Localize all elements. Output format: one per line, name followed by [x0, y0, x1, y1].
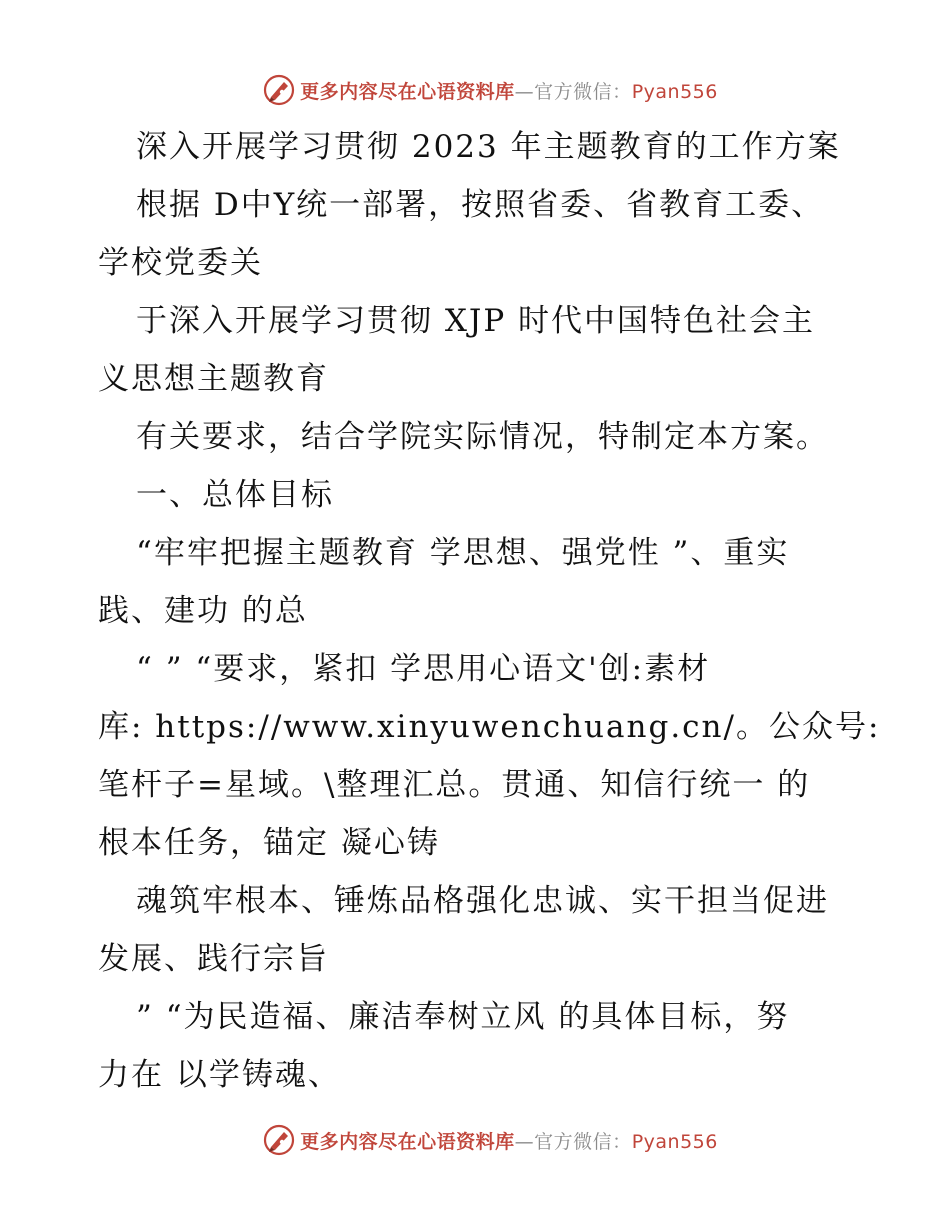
paragraph-line: 发展、践行宗旨: [98, 941, 329, 977]
banner-title: 更多内容尽在心语资料库: [300, 80, 515, 103]
paragraph-line: 学校党委关: [98, 245, 263, 281]
paragraph-line: “ ” “要求，紧扣 学思用心语文'创:素材: [136, 651, 711, 687]
header-watermark-banner: [0, 70, 950, 110]
banner-dash: —: [514, 1130, 535, 1153]
banner-dash: —: [514, 80, 535, 103]
banner-account: Pyan556: [631, 80, 718, 103]
document-title: 深入开展学习贯彻 2023 年主题教育的工作方案: [136, 129, 841, 165]
paragraph-line: ” “为民造福、廉洁奉树立风 的具体目标，努: [136, 999, 790, 1035]
paragraph-line: 于深入开展学习贯彻 XJP 时代中国特色社会主: [136, 303, 816, 339]
paragraph-line: 魂筑牢根本、锤炼品格强化忠诚、实干担当促进: [136, 883, 829, 919]
banner-wechat-label: 官方微信：: [534, 1130, 632, 1153]
banner-title: 更多内容尽在心语资料库: [300, 1130, 515, 1153]
paragraph-line: 践、建功 的总: [98, 593, 308, 629]
banner-account: Pyan556: [631, 1130, 718, 1153]
banner-wechat-label: 官方微信：: [534, 80, 632, 103]
paragraph-line: 有关要求，结合学院实际情况，特制定本方案。: [136, 419, 829, 455]
section-heading: 一、总体目标: [136, 477, 334, 513]
paragraph-line: 义思想主题教育: [98, 361, 329, 397]
pen-logo-icon: [262, 73, 296, 107]
paragraph-line: 根据 D中Y统一部署，按照省委、省教育工委、: [136, 187, 825, 223]
pen-logo-icon: [262, 1123, 296, 1157]
paragraph-line: 根本任务，锚定 凝心铸: [98, 825, 440, 861]
document-body: [98, 118, 881, 1104]
paragraph-line: 力在 以学铸魂、: [98, 1057, 341, 1093]
paragraph-line: 笔杆子=星域。\整理汇总。贯通、知信行统一 的: [98, 767, 811, 803]
footer-watermark-banner: [0, 1120, 950, 1160]
paragraph-line: 库: https://www.xinyuwenchuang.cn/。公众号:: [98, 709, 881, 745]
paragraph-line: “牢牢把握主题教育 学思想、强党性 ”、重实: [136, 535, 790, 571]
